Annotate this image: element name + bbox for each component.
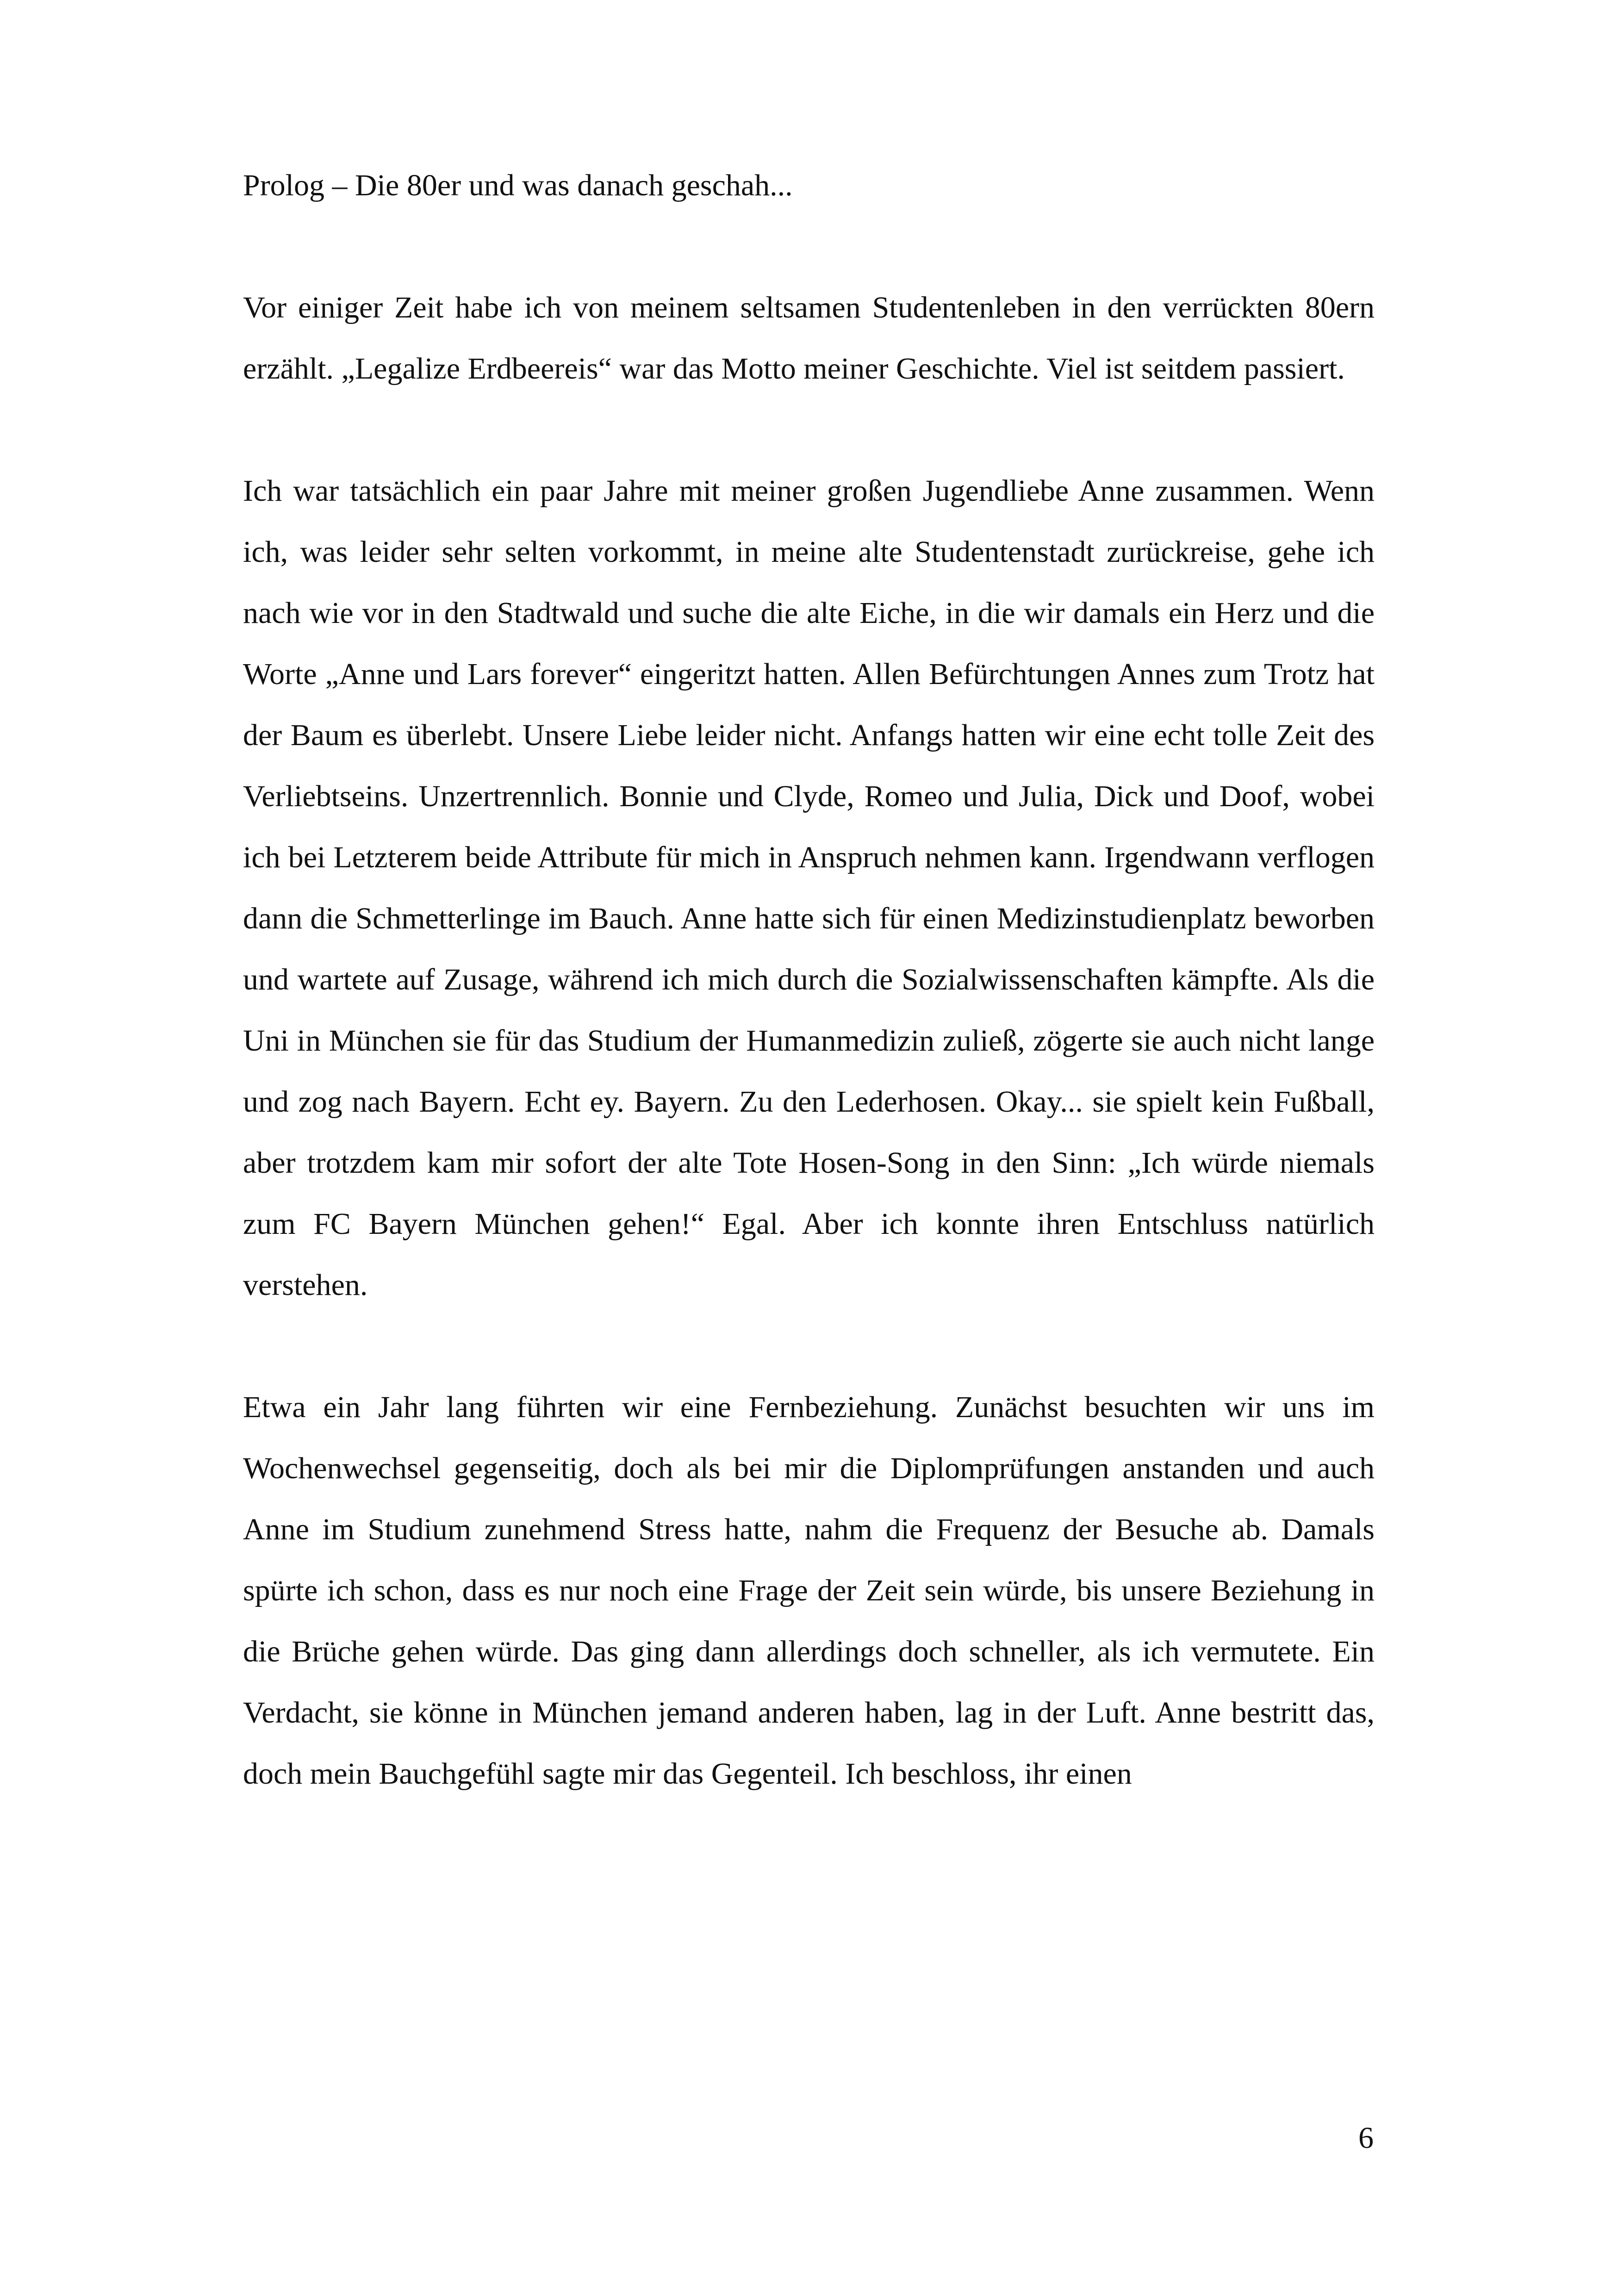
spacer <box>243 399 1375 460</box>
paragraph-anne: Ich war tatsächlich ein paar Jahre mit meiner großen Jugendliebe Anne zusammen. Wenn ich, was leider sehr selten vorkommt, in meine alte Studentenstadt zurückreise, gehe ich nach wie vor in den Stadtwald und suche die alte Eiche, in die wir damals ein Herz und die Worte „Anne und Lars forever“ eingeritzt hatten. Allen Befürchtungen Annes zum Trotz hat der Baum es überlebt. Unsere Liebe leider nicht. Anfangs hatten wir eine echt tolle Zeit des Verliebtseins. Unzertrennlich. Bonnie und Clyde, Romeo und Julia, Dick und Doof, wobei ich bei Letzterem beide Attribute für mich in Anspruch nehmen kann. Irgendwann verflogen dann die Schmetterlinge im Bauch. Anne hatte sich für einen Medizinstudienplatz beworben und wartete auf Zusage, während ich mich durch die Sozialwissenschaften kämpfte. Als die Uni in München sie für das Studium der Humanmedizin zuließ, zögerte sie auch nicht lange und zog nach Bayern. Echt ey. Bayern. Zu den Lederhosen. Okay... sie spielt kein Fußball, aber trotzdem kam mir sofort der alte Tote Hosen-Song in den Sinn: „Ich würde niemals zum FC Bayern München gehen!“ Egal. Aber ich konnte ihren Entschluss natürlich verstehen. <box>243 474 1375 1302</box>
paragraph-intro: Vor einiger Zeit habe ich von meinem seltsamen Studentenleben in den verrückten 80ern erzählt. „Legalize Erdbeereis“ war das Motto meiner Geschichte. Viel ist seitdem passiert. <box>243 291 1375 386</box>
paragraph-fernbeziehung: Etwa ein Jahr lang führten wir eine Fernbeziehung. Zunächst besuchten wir uns im Wochenwechsel gegenseitig, doch als bei mir die Diplomprüfungen anstanden und auch Anne im Studium zunehmend Stress hatte, nahm die Frequenz der Besuche ab. Damals spürte ich schon, dass es nur noch eine Frage der Zeit sein würde, bis unsere Beziehung in die Brüche gehen würde. Das ging dann allerdings doch schneller, als ich vermutete. Ein Verdacht, sie könne in München jemand anderen haben, lag in der Luft. Anne bestritt das, doch mein Bauchgefühl sagte mir das Gegenteil. Ich beschloss, ihr einen <box>243 1390 1375 1791</box>
spacer <box>243 1316 1375 1377</box>
page-content <box>243 155 1375 1804</box>
page-number: 6 <box>1358 2121 1374 2155</box>
spacer <box>243 216 1375 277</box>
chapter-heading: Prolog – Die 80er und was danach geschah... <box>243 168 793 202</box>
